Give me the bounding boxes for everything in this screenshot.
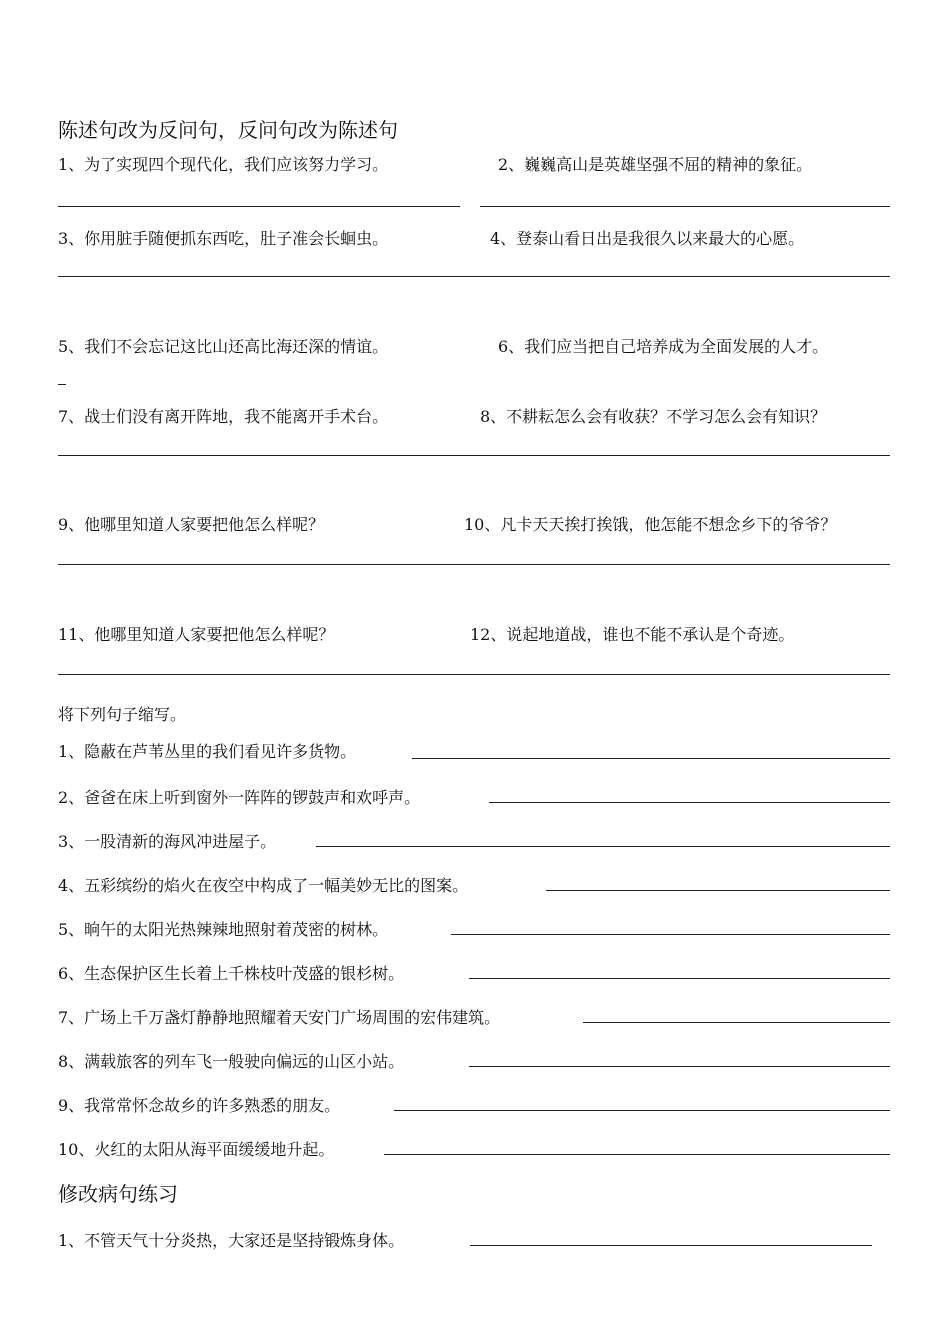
answer-line[interactable] [546, 890, 890, 891]
question-text: 2、爸爸在床上听到窗外一阵阵的锣鼓声和欢呼声。 [58, 788, 421, 807]
question-text: 8、不耕耘怎么会有收获？不学习怎么会有知识？ [480, 407, 827, 426]
answer-line[interactable] [394, 1110, 890, 1111]
answer-line[interactable] [384, 1154, 890, 1155]
question-text: 10、凡卡天天挨打挨饿，他怎能不想念乡下的爷爷？ [464, 515, 837, 534]
question-text: 3、一股清新的海风冲进屋子。 [58, 832, 277, 851]
answer-line[interactable] [58, 674, 890, 675]
answer-line[interactable] [58, 206, 460, 207]
answer-line[interactable] [470, 1245, 872, 1246]
answer-line[interactable] [583, 1022, 890, 1023]
answer-line[interactable] [469, 978, 890, 979]
question-text: 9、他哪里知道人家要把他怎么样呢？ [58, 515, 325, 534]
section-title-condense: 将下列句子缩写。 [58, 705, 187, 724]
section-title-correct: 修改病句练习 [58, 1182, 178, 1206]
question-text: 6、我们应当把自己培养成为全面发展的人才。 [498, 337, 829, 356]
question-text: 1、不管天气十分炎热，大家还是坚持锻炼身体。 [58, 1231, 405, 1250]
section-title-rewrite: 陈述句改为反问句，反问句改为陈述句 [58, 118, 398, 142]
answer-line[interactable] [489, 802, 890, 803]
question-text: 1、为了实现四个现代化，我们应该努力学习。 [58, 155, 389, 174]
answer-line[interactable] [469, 1066, 890, 1067]
answer-line[interactable] [316, 846, 890, 847]
question-text: 6、生态保护区生长着上千株枝叶茂盛的银杉树。 [58, 964, 405, 983]
question-text: 2、巍巍高山是英雄坚强不屈的精神的象征。 [498, 155, 813, 174]
answer-line[interactable] [58, 564, 890, 565]
answer-line[interactable] [451, 934, 890, 935]
answer-line[interactable] [58, 276, 890, 277]
question-text: 10、火红的太阳从海平面缓缓地升起。 [58, 1140, 335, 1159]
question-text: 11、他哪里知道人家要把他怎么样呢？ [58, 625, 335, 644]
question-text: 9、我常常怀念故乡的许多熟悉的朋友。 [58, 1096, 341, 1115]
answer-line[interactable] [480, 206, 890, 207]
question-text: 7、广场上千万盏灯静静地照耀着天安门广场周围的宏伟建筑。 [58, 1008, 501, 1027]
question-text: 7、战士们没有离开阵地，我不能离开手术台。 [58, 407, 389, 426]
question-text: 4、登泰山看日出是我很久以来最大的心愿。 [490, 229, 805, 248]
answer-line[interactable] [58, 455, 890, 456]
question-text: 12、说起地道战，谁也不能不承认是个奇迹。 [470, 625, 795, 644]
question-text: 4、五彩缤纷的焰火在夜空中构成了一幅美妙无比的图案。 [58, 876, 469, 895]
question-text: 3、你用脏手随便抓东西吃，肚子准会长蛔虫。 [58, 229, 389, 248]
answer-line-fragment [58, 384, 66, 385]
question-text: 5、晌午的太阳光热辣辣地照射着茂密的树林。 [58, 920, 389, 939]
answer-line[interactable] [412, 758, 890, 759]
question-text: 5、我们不会忘记这比山还高比海还深的情谊。 [58, 337, 389, 356]
question-text: 1、隐蔽在芦苇丛里的我们看见许多货物。 [58, 742, 357, 761]
question-text: 8、满载旅客的列车飞一般驶向偏远的山区小站。 [58, 1052, 405, 1071]
